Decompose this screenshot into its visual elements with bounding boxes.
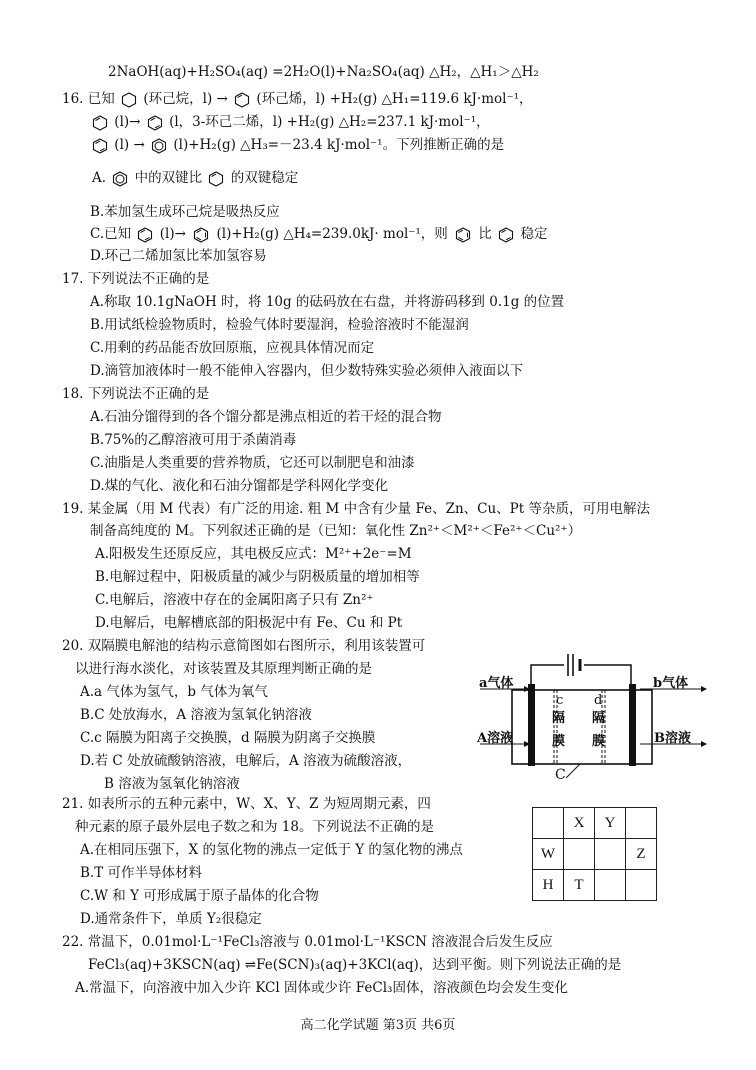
q18-stem: 18. 下列说法不正确的是	[62, 386, 210, 402]
q16-option-c: C.已知 (l)→ (l)+H₂(g) △H₄=239.0kJ· mol⁻¹，则 比 稳定	[90, 226, 548, 242]
q16-option-d: D.环己二烯加氢比苯加氢容易	[90, 248, 267, 264]
q20-stem-line2: 以进行海水淡化，对该装置及其原理判断正确的是	[75, 661, 372, 677]
q22-option-a: A.常温下，向溶液中加入少许 KCl 固体或少许 FeCl₃固体，溶液颜色均会发生变化	[75, 980, 568, 996]
table-cell: Y	[595, 808, 626, 839]
q21-option-d: D.通常条件下，单质 Y₂很稳定	[80, 911, 262, 927]
cyclohexadiene-icon	[92, 138, 108, 154]
q21-stem-line1: 21. 如表所示的五种元素中，W、X、Y、Z 为短周期元素，四	[62, 796, 431, 812]
q16-line3: (l) → (l)+H₂(g) △H₃=－23.4 kJ·mol⁻¹。下列推断正确的是	[90, 136, 504, 154]
benzene-icon	[151, 138, 167, 154]
q21-option-a: A.在相同压强下，X 的氢化物的沸点一定低于 Y 的氢化物的沸点	[80, 842, 463, 858]
q20-stem-line1: 20. 双隔膜电解池的结构示意简图如右图所示，利用该装置可	[62, 638, 426, 654]
q22-stem-line2: FeCl₃(aq)+3KSCN(aq) ⇌Fe(SCN)₃(aq)+3KCl(aq)，达到平衡。则下列说法正确的是	[88, 957, 622, 973]
cyclohexene-icon	[92, 115, 108, 131]
table-cell: Z	[626, 839, 657, 870]
prev-equation: 2NaOH(aq)+H₂SO₄(aq) =2H₂O(l)+Na₂SO₄(aq) △H₂，△H₁＞△H₂	[108, 64, 539, 80]
table-cell: T	[564, 870, 595, 901]
q20-option-b: B.C 处放海水，A 溶液为氢氧化钠溶液	[80, 707, 312, 723]
q16-label: 16. 已知	[62, 91, 115, 107]
q17-stem: 17. 下列说法不正确的是	[62, 271, 210, 287]
q17-option-b: B.用试纸检验物质时，检验气体时要湿润，检验溶液时不能湿润	[90, 317, 469, 333]
cyclohexadiene-icon	[147, 115, 163, 131]
q18-option-a: A.石油分馏得到的各个馏分都是沸点相近的若干烃的混合物	[90, 409, 442, 425]
cyclohexadiene-icon	[137, 227, 153, 243]
q20-option-a: A.a 气体为氢气，b 气体为氧气	[80, 684, 268, 700]
membrane-c-char2: 膜	[552, 734, 566, 749]
table-cell	[564, 839, 595, 870]
kekule-benzene-icon	[454, 227, 472, 243]
q19-option-b: B.电解过程中，阳极质量的减少与阴极质量的增加相等	[95, 569, 420, 585]
table-cell: H	[533, 870, 564, 901]
table-row	[533, 839, 657, 870]
table-cell	[626, 808, 657, 839]
solution-b-label: B溶液	[654, 731, 691, 746]
table-cell	[595, 839, 626, 870]
table-cell	[626, 870, 657, 901]
table-cell	[595, 870, 626, 901]
cyclohexane-icon	[121, 92, 137, 108]
q22-stem-line1: 22. 常温下，0.01mol·L⁻¹FeCl₃溶液与 0.01mol·L⁻¹KSCN 溶液混合后发生反应	[62, 934, 553, 950]
q19-stem-line1: 19. 某金属（用 M 代表）有广泛的用途. 粗 M 中含有少量 Fe、Zn、Cu、Pt 等杂质，可用电解法	[62, 501, 650, 517]
table-cell	[533, 808, 564, 839]
gas-a-label: a气体	[479, 676, 514, 691]
q16-option-b: B.苯加氢生成环己烷是吸热反应	[90, 204, 280, 220]
q21-stem-line2: 种元素的原子最外层电子数之和为 18。下列说法不正确的是	[75, 819, 434, 835]
membrane-d-char1: 隔	[592, 711, 606, 726]
membrane-c-letter: c	[556, 693, 564, 708]
q17-option-a: A.称取 10.1gNaOH 时，将 10g 的砝码放在右盘，并将游码移到 0.1g 的位置	[90, 294, 565, 310]
q20-option-c: C.c 隔膜为阳离子交换膜，d 隔膜为阴离子交换膜	[80, 730, 376, 746]
solution-a-label: A溶液	[477, 731, 514, 746]
periodic-table-fragment	[532, 807, 657, 901]
q16-line1: 16. 已知 (环己烷，l) → (环己烯，l) +H₂(g) △H₁=119.6 kJ·mol⁻¹，	[62, 91, 533, 107]
q17-option-d: D.滴管加液体时一般不能伸入容器内，但少数特殊实验必须伸入液面以下	[90, 363, 524, 379]
q17-option-c: C.用剩的药品能否放回原瓶，应视具体情况而定	[90, 340, 375, 356]
table-cell: W	[533, 839, 564, 870]
q16-option-a: A. 中的双键比 的双键稳定	[92, 170, 299, 186]
q20-option-d-line1: D.若 C 处放硫酸钠溶液，电解后，A 溶液为硫酸溶液，	[80, 753, 412, 769]
q19-option-c: C.电解后，溶液中存在的金属阳离子只有 Zn²⁺	[95, 592, 374, 608]
table-cell: X	[564, 808, 595, 839]
q21-option-c: C.W 和 Y 可形成属于原子晶体的化合物	[80, 888, 319, 904]
gas-b-label: b气体	[653, 676, 689, 691]
q19-option-d: D.电解后，电解槽底部的阳极泥中有 Fe、Cu 和 Pt	[95, 615, 403, 631]
table-row	[533, 870, 657, 901]
q19-stem-line2: 制备高纯度的 M。下列叙述正确的是（已知：氧化性 Zn²⁺＜M²⁺＜Fe²⁺＜Cu²⁺）	[90, 523, 582, 539]
q18-option-c: C.油脂是人类重要的营养物质，它还可以制肥皂和油漆	[90, 455, 415, 471]
membrane-d-char2: 膜	[592, 734, 606, 749]
q20-option-d-line2: B 溶液为氢氧化钠溶液	[104, 776, 240, 792]
q18-option-d: D.煤的气化、液化和石油分馏都是学科网化学变化	[90, 478, 389, 494]
page-footer: 高二化学试题 第3页 共6页	[300, 1018, 456, 1033]
cyclohexene-icon	[234, 92, 250, 108]
benzene-icon	[112, 171, 128, 187]
membrane-c-char1: 隔	[552, 711, 566, 726]
cyclohexene-icon	[208, 171, 224, 187]
cyclohexadiene-icon	[498, 227, 514, 243]
q21-option-b: B.T 可作半导体材料	[80, 865, 203, 881]
compartment-c-label: C	[555, 767, 566, 783]
q16-line2: (l)→ (l，3-环己二烯，l) +H₂(g) △H₂=237.1 kJ·mol⁻¹，	[90, 113, 490, 131]
kekule-benzene-icon	[192, 227, 210, 243]
q18-option-b: B.75%的乙醇溶液可用于杀菌消毒	[90, 432, 297, 448]
table-row	[533, 808, 657, 839]
q19-option-a: A.阳极发生还原反应，其电极反应式：M²⁺+2e⁻=M	[95, 546, 412, 562]
membrane-d-letter: d	[594, 693, 603, 708]
